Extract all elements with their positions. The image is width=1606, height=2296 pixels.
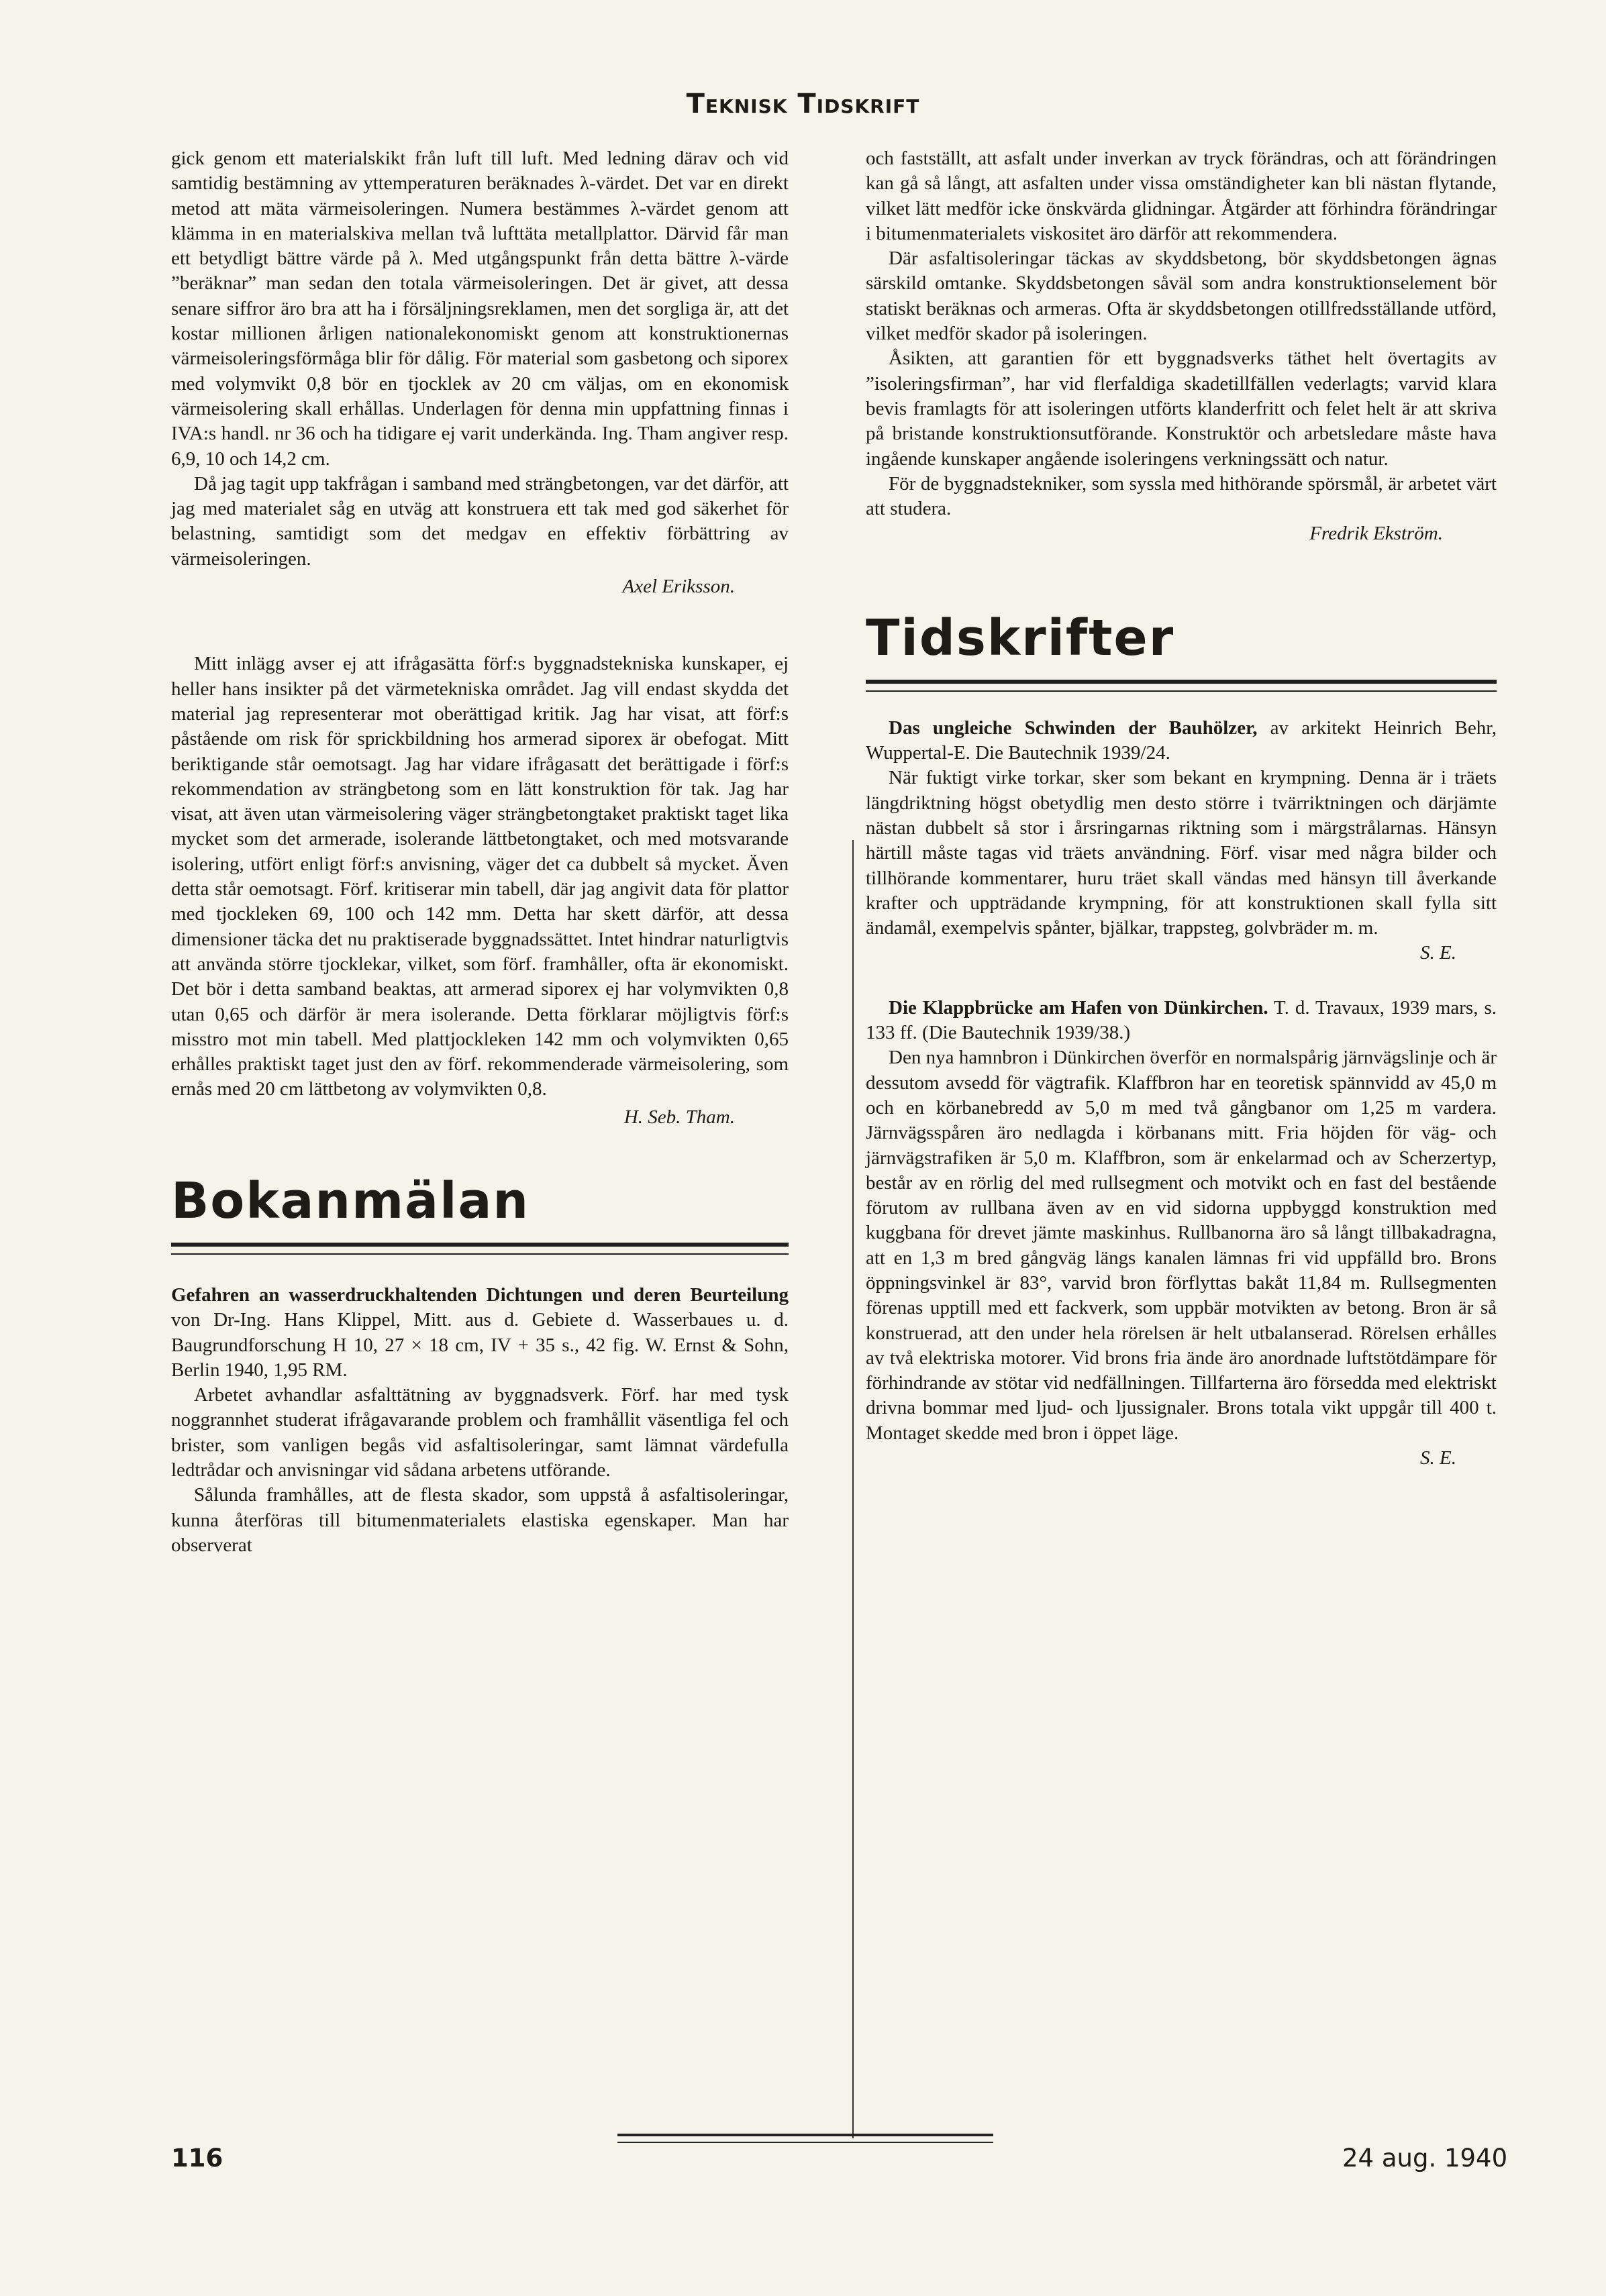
journal-masthead: Teknisk Tidskrift [686,89,920,119]
article-reference [866,996,1497,1046]
paragraph: När fuktigt virke torkar, sker som bekant en krympning. Denna är i träets längdriktning högst obetydlig men desto större i tvärriktningen och därjämte nästan dubbelt så stor i årsringarnas riktning som i märgstrålarnas. Hänsyn härtill måste tagas vid träets användning. Förf. visar med några bilder och tillhörande kommentarer, huru träet skall vändas med hänsyn till åverkande krafter och uppträdande krympning, för att konstruktionen skall fylla sitt ändamål, exempelvis spånter, bjälkar, trappsteg, golvbräder m. m. [866,767,1497,939]
section-rule [171,1243,789,1247]
section-rule [866,680,1497,684]
book-title: Gefahren an wasserdruckhaltenden Dichtungen und deren Beurteilung [171,1284,789,1306]
article-details: av arkitekt Heinrich Behr, Wuppertal-E. Die Bautechnik 1939/24. [866,717,1497,764]
paragraph: gick genom ett materialskikt från luft till luft. Med ledning därav och vid samtidig bestämning av yttemperaturen beräknades λ-värdet. Det var en direkt metod att mäta värmeisoleringen. Numera bestämmes λ-värdet genom att klämma in en materialskiva mellan två lufttäta metallplattor. Därvid får man ett betydligt bättre värde på λ. Med utgångspunkt från detta bättre λ-värde ”beräknar” man sedan den totala värmeisoleringen. Det är givet, att dessa senare siffror äro bra att ha i försäljningsreklamen, men det sorgliga är, att det kostar millionen årligen nationalekonomiskt genom att konstruktionernas värmeisoleringsförmåga blir för dålig. För material som gasbetong och siporex med volymvikt 0,8 bör en tjocklek av 20 cm väljas, om en ekonomisk värmeisolering skall erhållas. Underlagen för denna min uppfattning finnas i IVA:s handl. nr 36 och ha tidigare ej varit underkända. Ing. Tham angiver resp. 6,9, 10 och 14,2 cm. [171,148,789,470]
column-divider [852,840,854,2138]
signature: S. E. [1420,1447,1456,1469]
article-reference [866,716,1497,766]
signature: H. Seb. Tham. [623,1106,735,1128]
signature: Fredrik Ekström. [1309,523,1443,545]
footer-rule [617,2142,993,2143]
paragraph: Åsikten, att garantien för ett byggnadsverks täthet helt övertagits av ”isoleringsfirman”, har vid flerfaldiga skadetillfällen vederlagts; varvid klara bevis framlagts för att isoleringen utförts klanderfritt och felet helt är att skriva på bristande konstruktionsutförande. Konstruktör och arbetsledare måste hava ingående kunskaper angående isoleringens verkningssätt och natur. [866,348,1497,470]
article-title: Die Klappbrücke am Hafen von Dünkirchen. [889,996,1268,1019]
footer-rule [617,2134,993,2136]
book-reference [171,1283,789,1383]
paragraph: Då jag tagit upp takfrågan i samband med strängbetongen, var det därför, att jag med materialet såg en utväg att konstruera ett tak med god säkerhet för belastning, samtidigt som det medgav en effektiv förbättring av värmeisoleringen. [171,472,789,570]
paragraph: För de byggnadstekniker, som syssla med hithörande spörsmål, är arbetet värt att studera. [866,472,1497,520]
paragraph: Den nya hamnbron i Dünkirchen överför en normalspårig järnvägslinje och är dessutom avsedd för vägtrafik. Klaffbron har en teoretisk spännvidd av 45,0 m och en körbanebredd av 5,0 m med två gångbanor om 1,25 m vardera. Järnvägsspåren äro nedlagda i körbanans mitt. Fria höjden för väg- och järnvägstrafiken är 5,0 m. Klaffbron, som är enkelarmad och av Scherzertyp, består av en rörlig del med rullsegment och motvikt och en fast del bestående förutom av rullbana även av en vid sidorna uppbyggd konstruktion med kuggbana för drevet jämte maskinhus. Rullbanorna äro så långt tillbakadragna, att en 1,3 m bred gångväg längs kanalen lämnas fri vid uppfälld bro. Brons öppningsvinkel är 83°, varvid bron förflyttas bakåt 11,84 m. Rullsegmenten förenas upptill med ett fackverk, som uppbär motvikten av betong. Bron är så konstruerad, att den under hela rörelsen är helt utbalanserad. Rörelsen erhålles av två elektriska motorer. Vid brons fria ände äro anordnade luftstötdämpare för förhindrande av stötar vid nedfällningen. Tillfarterna äro försedda med elektriskt drivna bommar med ljud- och ljussignaler. Brons totala vikt uppgår till 400 t. Montaget skedde med bron i öppet läge. [866,1047,1497,1444]
signature: Axel Eriksson. [622,576,735,598]
section-bokanmalan [171,1170,789,1255]
paragraph: Där asfaltisoleringar täckas av skyddsbetong, bör skyddsbetongen ägnas särskild omtanke. Skyddsbetongen såväl som andra konstruktionselement bör statiskt beräknas och armeras. Ofta är skyddsbetongen otillfredsställande utförd, vilket medför skador på isoleringen. [866,248,1497,345]
page-number: 116 [171,2144,223,2173]
section-title: Bokanmälan [171,1171,530,1230]
book-details: von Dr-Ing. Hans Klippel, Mitt. aus d. Gebiete d. Wasserbaues u. d. Baugrundforschung H 10, 27 × 18 cm, IV + 35 s., 42 fig. W. Ernst & Sohn, Berlin 1940, 1,95 RM. [171,1309,789,1381]
section-rule [171,1253,789,1255]
section-rule [866,690,1497,692]
paragraph: Sålunda framhålles, att de flesta skador, som uppstå å asfaltisoleringar, kunna återföras till bitumenmaterialets elastiska egenskaper. Man har observerat [171,1484,789,1556]
paragraph: Mitt inlägg avser ej att ifrågasätta förf:s byggnadstekniska kunskaper, ej heller hans insikter på det värmetekniska området. Jag vill endast skydda det material jag representerar mot oberättigad kritik. Jag har visat, att förf:s påstående om risk för sprickbildning hos armerad siporex är obefogat. Mitt beriktigande står oemotsagt. Jag har vidare ifrågasatt det berättigade i förf:s rekommendation av strängbetong som en lätt konstruktion för tak. Jag har visat, att även utan värmeisolering väger strängbetongtaket praktiskt taget lika mycket som det armerade, isolerande lättbetongtaket, och med motsvarande isolering, utfört enligt förf:s anvisning, väger det ca dubbelt så mycket. Även detta står oemotsagt. Förf. kritiserar min tabell, där jag angivit data för plattor med tjockleken 69, 100 och 142 mm. Detta har skett därför, att dessa dimensioner täcka det nu praktiserade byggnadssättet. Intet hindrar naturligtvis att använda större tjocklekar, vilket, som förf. framhåller, ofta är ekonomiskt. Det bör i detta samband beaktas, att armerad siporex ej har volymvikten 0,8 utan 0,65 och därför är mera isolerande. Detta förklarar möjligtvis förf:s misstro mot min tabell. Med plattjockleken 142 mm och volymvikten 0,65 erhålles praktiskt taget just den av förf. rekommenderade värmeisolering, som ernås med 20 cm lättbetong av volymvikten 0,8. [171,653,789,1100]
right-column [866,146,1497,1471]
section-title: Tidskrifter [866,609,1175,667]
article-title: Das ungleiche Schwinden der Bauhölzer, [889,717,1258,739]
section-tidskrifter [866,607,1497,692]
article-details: T. d. Travaux, 1939 mars, s. 133 ff. (Die Bautechnik 1939/38.) [866,996,1497,1044]
issue-date: 24 aug. 1940 [1342,2144,1508,2173]
paragraph: Arbetet avhandlar asfalttätning av byggnadsverk. Förf. har med tysk noggrannhet studerat ifrågavarande problem och framhållit väsentliga fel och brister, som vanligen begås vid asfaltisoleringar, samt lämnat värdefulla ledtrådar och anvisningar vid sådana arbetens utförande. [171,1384,789,1481]
signature: S. E. [1420,942,1456,964]
left-column [171,146,789,1558]
paragraph: och fastställt, att asfalt under inverkan av tryck förändras, och att förändringen kan gå så långt, att asfalten under vissa omständigheter kan bli nästan flytande, vilket lätt medför icke önskvärda glidningar. Åtgärder att förhindra förändringar i bitumenmaterialets viskositet äro därför att rekommendera. [866,148,1497,244]
